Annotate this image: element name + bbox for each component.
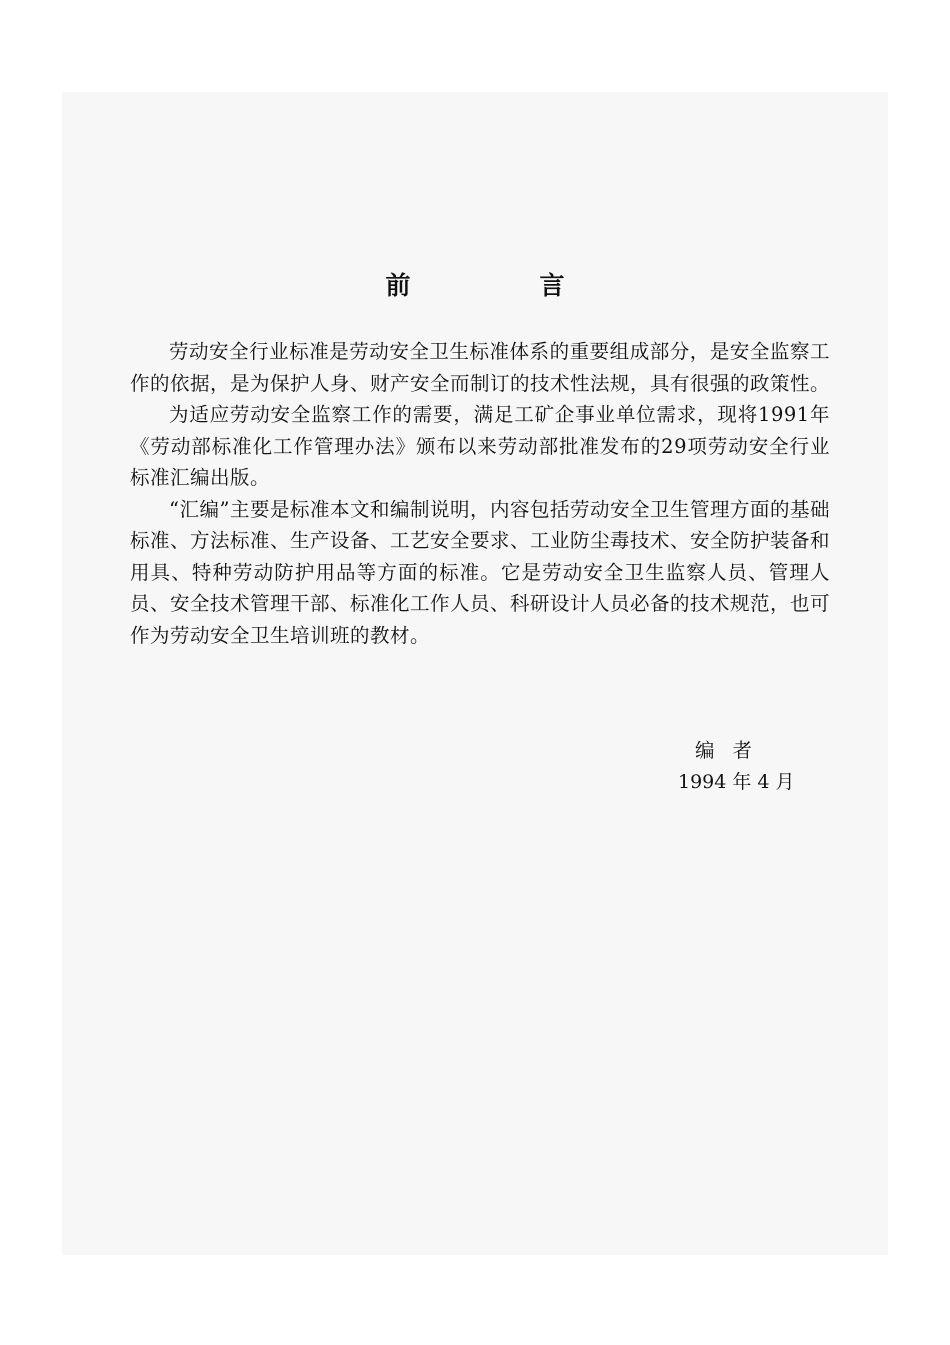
paragraph-1: 劳动安全行业标准是劳动安全卫生标准体系的重要组成部分，是安全监察工作的依据，是为保护人身、财产安全而制订的技术性法规，具有很强的政策性。	[130, 340, 831, 395]
page-title: 前 言	[385, 271, 617, 300]
paragraph-2: 为适应劳动安全监察工作的需要，满足工矿企事业单位需求，现将1991年《劳动部标准化工作管理办法》颁布以来劳动部批准发布的29项劳动安全行业标准汇编出版。	[130, 403, 830, 489]
preface-body	[130, 336, 830, 651]
signature-editor: 编者	[695, 739, 771, 762]
signature-date: 1994 年 4 月	[678, 771, 795, 793]
paragraph-3: “汇编”主要是标准本文和编制说明，内容包括劳动安全卫生管理方面的基础标准、方法标准、生产设备、工艺安全要求、工业防尘毒技术、安全防护装备和用具、特种劳动防护用品等方面的标准。它是劳动安全卫生监察人员、管理人员、安全技术管理干部、标准化工作人员、科研设计人员必备的技术规范，也可作为劳动安全卫生培训班的教材。	[130, 497, 831, 647]
